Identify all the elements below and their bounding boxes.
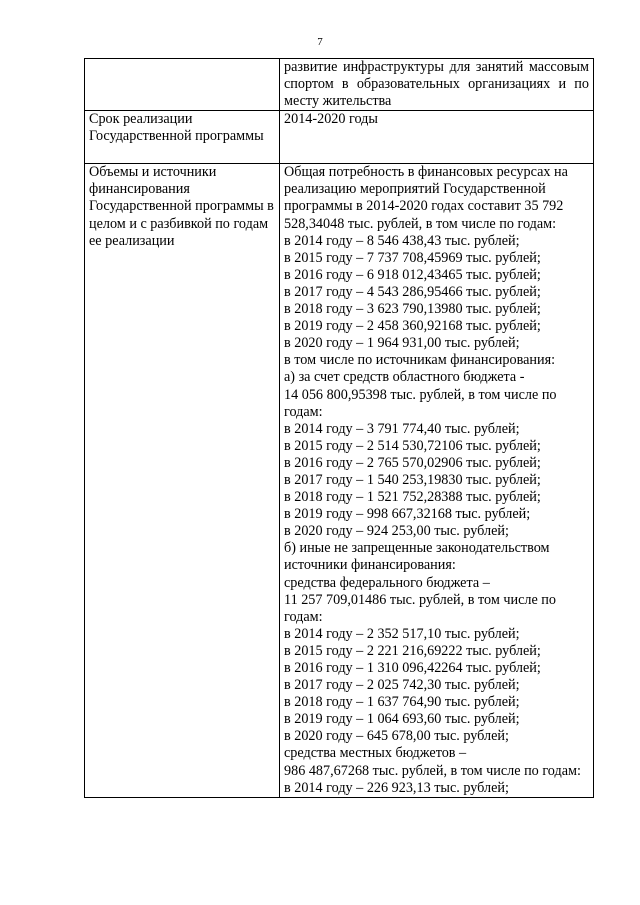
year-amount-line: в 2018 году – 1 521 752,28388 тыс. рублей; [284, 489, 541, 506]
row-label-financing: Объемы и источники финансирования Государственной программы в целом и с разбивкой по годам ее реализации [85, 164, 280, 797]
year-amount-line: в 2016 году – 2 765 570,02906 тыс. рублей; [284, 454, 541, 471]
table-row-term [85, 111, 594, 164]
federal-total: 11 257 709,01486 тыс. рублей, в том числе по годам: [284, 591, 556, 625]
page-number: 7 [317, 36, 323, 48]
local-heading: средства местных бюджетов – [284, 745, 467, 762]
year-amount-line: в 2019 году – 1 064 693,60 тыс. рублей; [284, 711, 520, 728]
other-sources-heading: б) иные не запрещенные законодательством источники финансирования: [284, 540, 550, 574]
financing-intro: Общая потребность в финансовых ресурсах на реализацию мероприятий Государственной программы в 2014-2020 годах составит 35 792 528,34048 тыс. рублей, в том числе по годам: [284, 164, 568, 232]
year-amount-line: в 2014 году – 226 923,13 тыс. рублей; [284, 779, 509, 796]
year-amount-line: в 2014 году – 2 352 517,10 тыс. рублей; [284, 625, 520, 642]
year-amount-line: в 2016 году – 6 918 012,43465 тыс. рублей; [284, 266, 541, 283]
row-content-infrastructure: развитие инфраструктуры для занятий массовым спортом в образовательных организациях и по месту жительства [280, 59, 594, 111]
year-amount-line: в 2019 году – 2 458 360,92168 тыс. рублей; [284, 318, 541, 335]
year-amount-line: в 2014 году – 3 791 774,40 тыс. рублей; [284, 420, 520, 437]
year-amount-line: в 2016 году – 1 310 096,42264 тыс. рублей; [284, 660, 541, 676]
regional-by-year-list [284, 421, 589, 541]
row-content-financing [280, 164, 594, 797]
year-amount-line: в 2018 году – 3 623 790,13980 тыс. рублей; [284, 301, 541, 318]
row-content-term: 2014-2020 годы [280, 111, 594, 164]
year-amount-line: в 2020 году – 1 964 931,00 тыс. рублей; [284, 335, 520, 352]
year-amount-line: в 2015 году – 2 514 530,72106 тыс. рублей; [284, 437, 541, 454]
year-amount-line: в 2014 году – 8 546 438,43 тыс. рублей; [284, 232, 520, 249]
sources-heading: в том числе по источникам финансирования: [284, 352, 556, 369]
year-amount-line: в 2015 году – 7 737 708,45969 тыс. рублей; [284, 249, 541, 266]
year-amount-line: в 2020 году – 645 678,00 тыс. рублей; [284, 728, 509, 745]
federal-by-year-list [284, 626, 589, 746]
program-passport-table [84, 58, 594, 798]
table-row-financing [85, 164, 594, 797]
total-by-year-list [284, 233, 589, 353]
year-amount-line: в 2018 году – 1 637 764,90 тыс. рублей; [284, 694, 520, 711]
year-amount-line: в 2017 году – 1 540 253,19830 тыс. рублей; [284, 471, 541, 488]
table-row-infrastructure [85, 59, 594, 111]
row-label-term: Срок реализации Государственной программы [85, 111, 280, 164]
row-label-empty [85, 59, 280, 111]
regional-total: 14 056 800,95398 тыс. рублей, в том числе по годам: [284, 386, 557, 420]
local-by-year-list [284, 780, 589, 797]
year-amount-line: в 2015 году – 2 221 216,69222 тыс. рублей; [284, 642, 541, 659]
local-total: 986 487,67268 тыс. рублей, в том числе по годам: [284, 762, 581, 779]
year-amount-line: в 2019 году – 998 667,32168 тыс. рублей; [284, 506, 531, 523]
federal-heading: средства федерального бюджета – [284, 574, 490, 591]
year-amount-line: в 2017 году – 2 025 742,30 тыс. рублей; [284, 677, 520, 694]
regional-heading: а) за счет средств областного бюджета - [284, 369, 525, 386]
year-amount-line: в 2020 году – 924 253,00 тыс. рублей; [284, 523, 509, 540]
year-amount-line: в 2017 году – 4 543 286,95466 тыс. рублей; [284, 283, 541, 300]
